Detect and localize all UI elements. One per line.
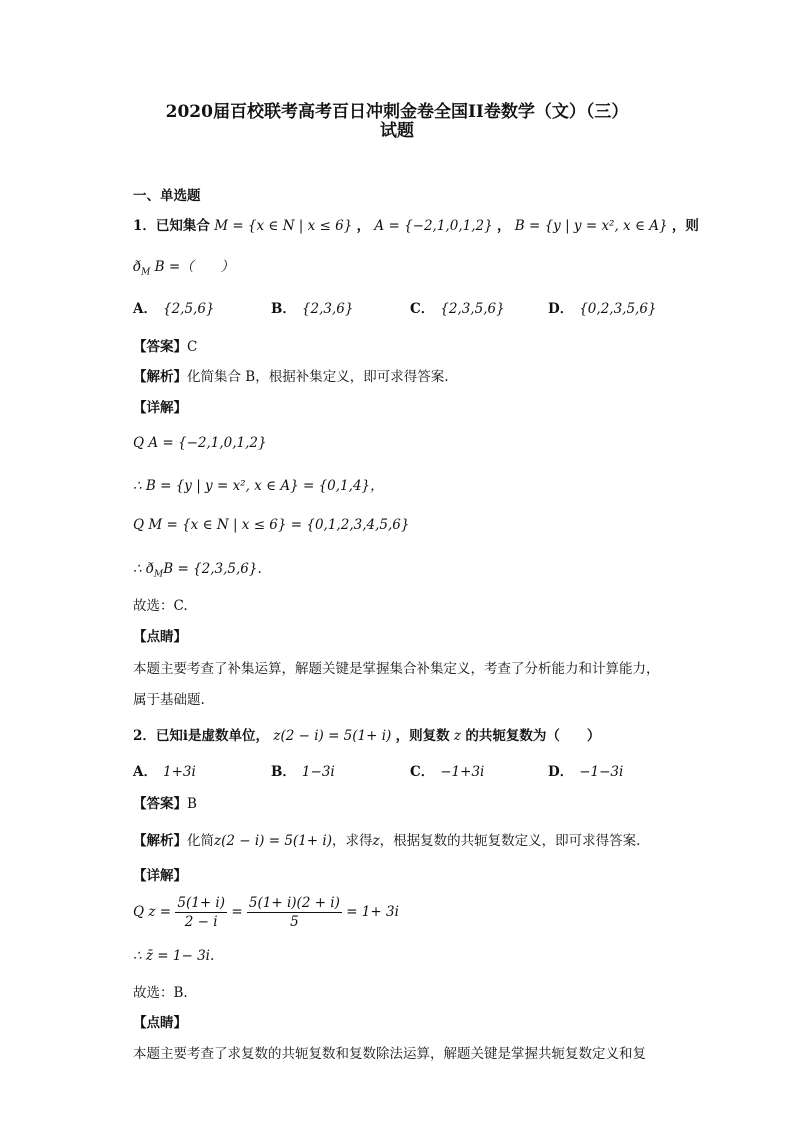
q2-answer [133,794,197,814]
fraction: $\frac{5(1+ i)(2 + i)}{5}$ [248,895,340,930]
q1-option-a: A． {2,5,6} [133,301,215,317]
q1-stem-tail: ，则 [671,218,699,234]
answer-value: B [187,796,197,812]
q1-option-c: C． {2,3,5,6} [410,301,505,317]
q1-analysis [133,367,449,387]
complement-symbol: ð [133,259,142,275]
complement-sub: M [141,267,151,278]
q1-sep: ， [356,218,371,234]
q2-option-d: D． −1−3i [548,764,624,780]
q2-step1: Q z = $\frac{5(1+ i)}{2 - i}$ = $\frac{5(1+ i)(2 + i)}{5}$ = 1+ 3i [133,895,399,930]
q1-set-b: B = {y | y = x², x ∈ A} [514,218,668,234]
q1-set-m: M = {x ∈ N | x ≤ 6} [214,218,353,234]
q1-step4: ∴ $ð_MB = \{2,3,5,6\}$. [133,561,262,580]
q1-stem [133,216,699,236]
q2-step2: ∴ z̄ = 1− 3i. [133,948,215,964]
analysis-tag: 【解析】 [133,833,187,849]
q1-answer [133,337,197,357]
q2-stem-mid: ，则复数 [395,728,450,744]
analysis-text: 化简集合 B，根据补集定义，即可求得答案. [187,369,449,385]
q1-number: 1．已知集合 [133,218,210,234]
q2-stem-tail: 的共轭复数为（ ） [465,728,601,744]
doc-title: 2020届百校联考高考百日冲刺金卷全国II卷数学（文）（三） [165,102,629,122]
q1-sep: ， [496,218,511,234]
q2-comment-line1: 本题主要考查了求复数的共轭复数和复数除法运算，解题关键是掌握共轭复数定义和复 [133,1046,646,1062]
q1-question-tail: B =（ ） [154,259,235,275]
q1-choose: 故选：C. [133,598,188,614]
q2-number: 2．已知i是虚数单位， [133,728,270,744]
q2-z: z [453,728,462,744]
q2-detail-tag: 【详解】 [133,868,187,884]
q1-step2: ∴ B = {y | y = x², x ∈ A} = {0,1,4}， [133,478,384,494]
doc-title-line2: 试题 [380,121,414,141]
q2-comment-tag: 【点睛】 [133,1015,187,1031]
q1-comment-tag: 【点睛】 [133,629,187,645]
q1-option-d: D． {0,2,3,5,6} [548,301,657,317]
q2-stem [133,726,600,746]
q1-comment-line2: 属于基础题. [133,692,205,708]
q1-question [133,257,234,283]
answer-value: C [187,339,198,355]
q2-option-b: B． 1−3i [271,764,335,780]
q1-step3: Q M = {x ∈ N | x ≤ 6} = {0,1,2,3,4,5,6} [133,517,410,533]
q1-detail-tag: 【详解】 [133,400,187,416]
q2-equation: z(2 − i) = 5(1+ i) [273,728,392,744]
q2-option-a: A． 1+3i [133,764,196,780]
q2-choose: 故选：B. [133,985,188,1001]
answer-tag: 【答案】 [133,339,187,355]
q1-comment-line1: 本题主要考查了补集运算，解题关键是掌握集合补集定义，考查了分析能力和计算能力， [133,661,660,677]
analysis-tag: 【解析】 [133,369,187,385]
q2-analysis: 【解析】化简z(2 − i) = 5(1+ i)，求得z，根据复数的共轭复数定义，即可求得答案. [133,833,641,849]
q1-option-b: B． {2,3,6} [271,301,354,317]
q1-set-a: A = {−2,1,0,1,2} [374,218,493,234]
q2-option-c: C． −1+3i [410,764,485,780]
section-heading: 一、单选题 [133,188,201,204]
fraction: $\frac{5(1+ i)}{2 - i}$ [177,895,226,930]
q1-step1: Q A = {−2,1,0,1,2} [133,435,267,451]
answer-tag: 【答案】 [133,796,187,812]
